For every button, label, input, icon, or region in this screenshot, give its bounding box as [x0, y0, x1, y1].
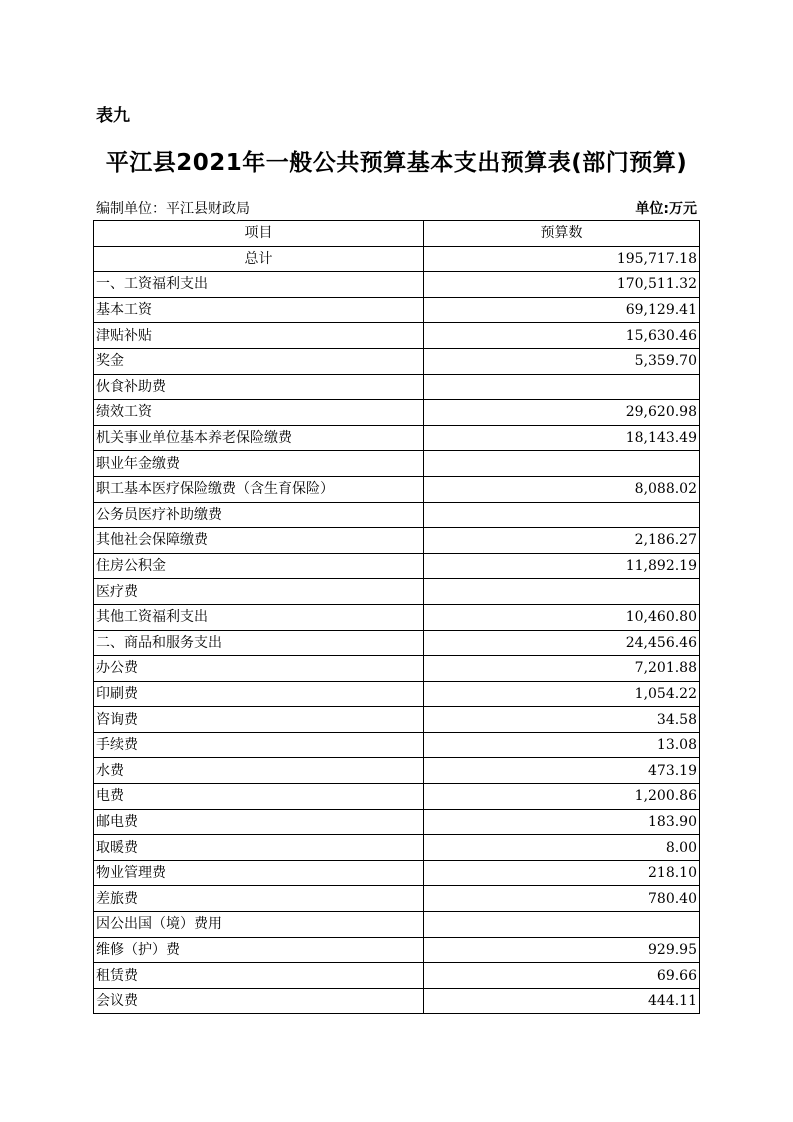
row-amount: 15,630.46 [424, 323, 700, 349]
row-amount: 1,200.86 [424, 784, 700, 810]
row-label: 租赁费 [94, 963, 424, 989]
row-amount: 8.00 [424, 835, 700, 861]
row-label: 总计 [94, 246, 424, 272]
row-amount: 69.66 [424, 963, 700, 989]
row-label: 手续费 [94, 732, 424, 758]
table-row [94, 348, 700, 374]
table-row [94, 937, 700, 963]
row-amount [424, 912, 700, 938]
table-row [94, 835, 700, 861]
row-label: 印刷费 [94, 681, 424, 707]
table-row [94, 323, 700, 349]
table-row [94, 784, 700, 810]
row-label: 取暖费 [94, 835, 424, 861]
row-label: 其他工资福利支出 [94, 604, 424, 630]
row-label: 维修（护）费 [94, 937, 424, 963]
table-row [94, 425, 700, 451]
row-label: 公务员医疗补助缴费 [94, 502, 424, 528]
row-amount: 11,892.19 [424, 553, 700, 579]
column-header-amount: 预算数 [424, 221, 700, 247]
row-amount [424, 451, 700, 477]
row-amount [424, 374, 700, 400]
row-label: 二、商品和服务支出 [94, 630, 424, 656]
row-label: 办公费 [94, 656, 424, 682]
row-label: 咨询费 [94, 707, 424, 733]
table-row [94, 604, 700, 630]
table-row [94, 886, 700, 912]
row-label: 津贴补贴 [94, 323, 424, 349]
row-label: 差旅费 [94, 886, 424, 912]
prepared-by: 编制单位：平江县财政局 [96, 201, 250, 217]
row-label: 医疗费 [94, 579, 424, 605]
row-amount: 195,717.18 [424, 246, 700, 272]
row-amount: 929.95 [424, 937, 700, 963]
page-title: 平江县2021年一般公共预算基本支出预算表(部门预算) [105, 150, 688, 176]
row-amount [424, 579, 700, 605]
row-label: 基本工资 [94, 297, 424, 323]
row-label: 住房公积金 [94, 553, 424, 579]
table-row [94, 630, 700, 656]
table-row [94, 476, 700, 502]
table-row [94, 656, 700, 682]
row-label: 绩效工资 [94, 400, 424, 426]
row-label: 职业年金缴费 [94, 451, 424, 477]
table-row [94, 297, 700, 323]
row-amount: 5,359.70 [424, 348, 700, 374]
row-amount: 473.19 [424, 758, 700, 784]
table-row [94, 528, 700, 554]
row-amount: 7,201.88 [424, 656, 700, 682]
table-row [94, 963, 700, 989]
table-row [94, 272, 700, 298]
table-row [94, 374, 700, 400]
row-amount: 170,511.32 [424, 272, 700, 298]
row-amount: 69,129.41 [424, 297, 700, 323]
row-amount: 10,460.80 [424, 604, 700, 630]
row-amount: 24,456.46 [424, 630, 700, 656]
table-row [94, 988, 700, 1014]
table-row [94, 400, 700, 426]
column-header-item: 项目 [94, 221, 424, 247]
row-amount: 29,620.98 [424, 400, 700, 426]
row-amount: 780.40 [424, 886, 700, 912]
table-row [94, 681, 700, 707]
row-label: 会议费 [94, 988, 424, 1014]
row-amount: 13.08 [424, 732, 700, 758]
row-label: 水费 [94, 758, 424, 784]
table-number: 表九 [96, 106, 130, 126]
row-amount: 183.90 [424, 809, 700, 835]
table-header-row [94, 221, 700, 247]
row-amount: 444.11 [424, 988, 700, 1014]
table-row [94, 707, 700, 733]
unit-label: 单位:万元 [635, 201, 697, 217]
table-row [94, 732, 700, 758]
table-row [94, 912, 700, 938]
table-row [94, 553, 700, 579]
table-row [94, 758, 700, 784]
row-label: 物业管理费 [94, 860, 424, 886]
row-label: 其他社会保障缴费 [94, 528, 424, 554]
table-row [94, 860, 700, 886]
budget-table [93, 220, 700, 1014]
table-row [94, 809, 700, 835]
row-label: 奖金 [94, 348, 424, 374]
row-amount: 2,186.27 [424, 528, 700, 554]
row-amount: 34.58 [424, 707, 700, 733]
row-label: 电费 [94, 784, 424, 810]
table-row [94, 451, 700, 477]
row-label: 职工基本医疗保险缴费（含生育保险） [94, 476, 424, 502]
row-amount: 18,143.49 [424, 425, 700, 451]
row-amount: 8,088.02 [424, 476, 700, 502]
row-label: 邮电费 [94, 809, 424, 835]
table-row [94, 502, 700, 528]
row-label: 伙食补助费 [94, 374, 424, 400]
row-label: 一、工资福利支出 [94, 272, 424, 298]
table-row [94, 579, 700, 605]
row-amount [424, 502, 700, 528]
row-label: 因公出国（境）费用 [94, 912, 424, 938]
row-amount: 1,054.22 [424, 681, 700, 707]
row-amount: 218.10 [424, 860, 700, 886]
row-label: 机关事业单位基本养老保险缴费 [94, 425, 424, 451]
table-row [94, 246, 700, 272]
table-body [94, 246, 700, 1014]
